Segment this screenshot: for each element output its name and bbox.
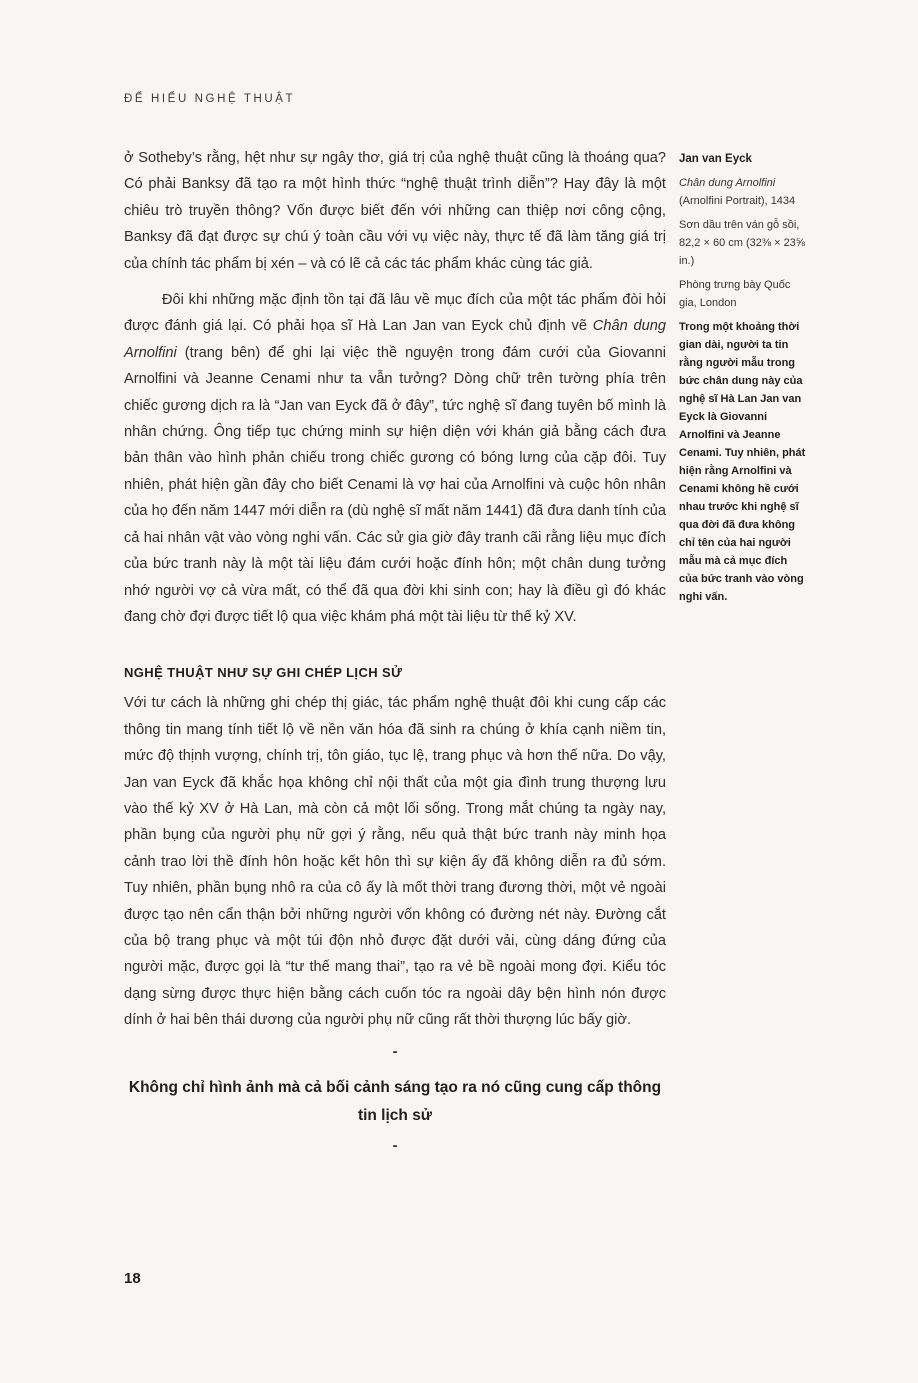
paragraph-arnolfini-part-a: Đôi khi những mặc định tồn tại đã lâu về mục đích của một tác phẩm đòi hỏi được đánh giá lại. Có phải họa sĩ Hà Lan Jan van Eyck chủ định vẽ (124, 292, 666, 335)
pullquote-dash-bottom: - (392, 1137, 398, 1154)
caption-artwork (679, 174, 807, 210)
artwork-title-inline: Chân dung Arnolfini (124, 318, 666, 361)
main-text-column (124, 145, 666, 1156)
caption-artwork-title: Chân dung Arnolfini (679, 177, 776, 189)
caption-description: Trong một khoảng thời gian dài, người ta tin rằng người mẫu trong bức chân dung này của nghệ sĩ Hà Lan Jan van Eyck là Giovanni Arnolfini và Jeanne Cenami. Tuy nhiên, phát hiện rằng Arnolfini và Cenami không hề cưới nhau trước khi nghệ sĩ qua đời đã đưa không chỉ tên của hai người mẫu mà cả mục đích của bức tranh vào vòng nghi vấn. (679, 321, 806, 603)
caption-artist: Jan van Eyck (679, 153, 752, 165)
paragraph-banksy: ở Sotheby’s rằng, hệt như sự ngây thơ, giá trị của nghệ thuật cũng là thoáng qua? Có phải Banksy đã tạo ra một hình thức “nghệ thuật trình diễn”? Hay đây là một chiêu trò truyền thông? Vốn được biết đến với những can thiệp nơi công cộng, Banksy đã đạt được sự chú ý toàn cầu với vụ việc này, thực tế đã làm tăng giá trị của chính tác phẩm bị xén – và có lẽ cả các tác phẩm khác cùng tác giả. (124, 150, 666, 272)
paragraph-historical-record: Với tư cách là những ghi chép thị giác, tác phẩm nghệ thuật đôi khi cung cấp các thông tin mang tính tiết lộ về nền văn hóa đã sinh ra chúng ở khía cạnh niềm tin, mức độ thịnh vượng, chính trị, tôn giáo, tục lệ, trang phục và hơn thế nữa. Do vậy, Jan van Eyck đã khắc họa không chỉ nội thất của một gia đình trung thượng lưu vào thế kỷ XV ở Hà Lan, mà còn cả một lối sống. Trong mắt chúng ta ngày nay, phần bụng của người phụ nữ gợi ý rằng, nếu quả thật bức tranh này minh họa cảnh trao lời thề đính hôn hoặc kết hôn thì sự kiện ấy đã không diễn ra đủ sớm. Tuy nhiên, phần bụng nhô ra của cô ấy là mốt thời trang đương thời, một vẻ ngoài được tạo nên cẩn thận bởi những người vốn không có đường nét này. Đường cắt của bộ trang phục và một túi độn nhỏ được đặt dưới vải, cùng dáng đứng của người mặc, được gọi là “tư thế mang thai”, tạo ra vẻ bề ngoài mong đợi. Kiểu tóc dạng sừng được thực hiện bằng cách cuốn tóc ra ngoài dây bện hình nón được dính ở hai bên thái dương của người phụ nữ cũng rất thời thượng lúc bấy giờ. (124, 695, 666, 1029)
running-head: ĐỂ HIỂU NGHỆ THUẬT (124, 93, 296, 105)
section-heading: NGHỆ THUẬT NHƯ SỰ GHI CHÉP LỊCH SỬ (124, 665, 403, 681)
caption-medium: Sơn dầu trên ván gỗ sồi, 82,2 × 60 cm (32⅜ × 23⅝ in.) (679, 219, 805, 267)
paragraph-arnolfini (124, 287, 666, 630)
caption-sidebar (679, 150, 807, 606)
page-number: 18 (124, 1270, 141, 1287)
pullquote: Không chỉ hình ảnh mà cả bối cảnh sáng tạo ra nó cũng cung cấp thông tin lịch sử (128, 1078, 662, 1124)
paragraph-arnolfini-part-b: (trang bên) để ghi lại việc thề nguyện trong đám cưới của Giovanni Arnolfini và Jeanne Cenami như ta vẫn tưởng? Dòng chữ trên tường phía trên chiếc gương dịch ra là “Jan van Eyck đã ở đây”, tức nghệ sĩ đang tuyên bố mình là nhân chứng. Ông tiếp tục chứng minh sự hiện diện với khán giả bằng cách đưa bản thân vào hình phản chiếu trong chiếc gương có bóng lưng của cặp đôi. Tuy nhiên, phát hiện gần đây cho biết Cenami là vợ hai của Arnolfini và cuộc hôn nhân của họ đến năm 1447 mới diễn ra (dù nghệ sĩ mất năm 1441) đã đưa danh tính của cả hai nhân vật vào vòng nghi vấn. Các sử gia giờ đây tranh cãi rằng liệu mục đích của bức tranh này là một tài liệu đám cưới hoặc đính hôn; một chân dung tưởng nhớ người vợ cả vừa mất, có thể đã qua đời khi sinh con; hay là điều gì đó khác đang chờ đợi được tiết lộ qua việc khám phá một tài liệu từ thế kỷ XV. (124, 344, 666, 625)
pullquote-dash-top: - (392, 1043, 398, 1060)
caption-artwork-title-en: (Arnolfini Portrait), 1434 (679, 195, 796, 207)
caption-location: Phòng trưng bày Quốc gia, London (679, 279, 791, 309)
